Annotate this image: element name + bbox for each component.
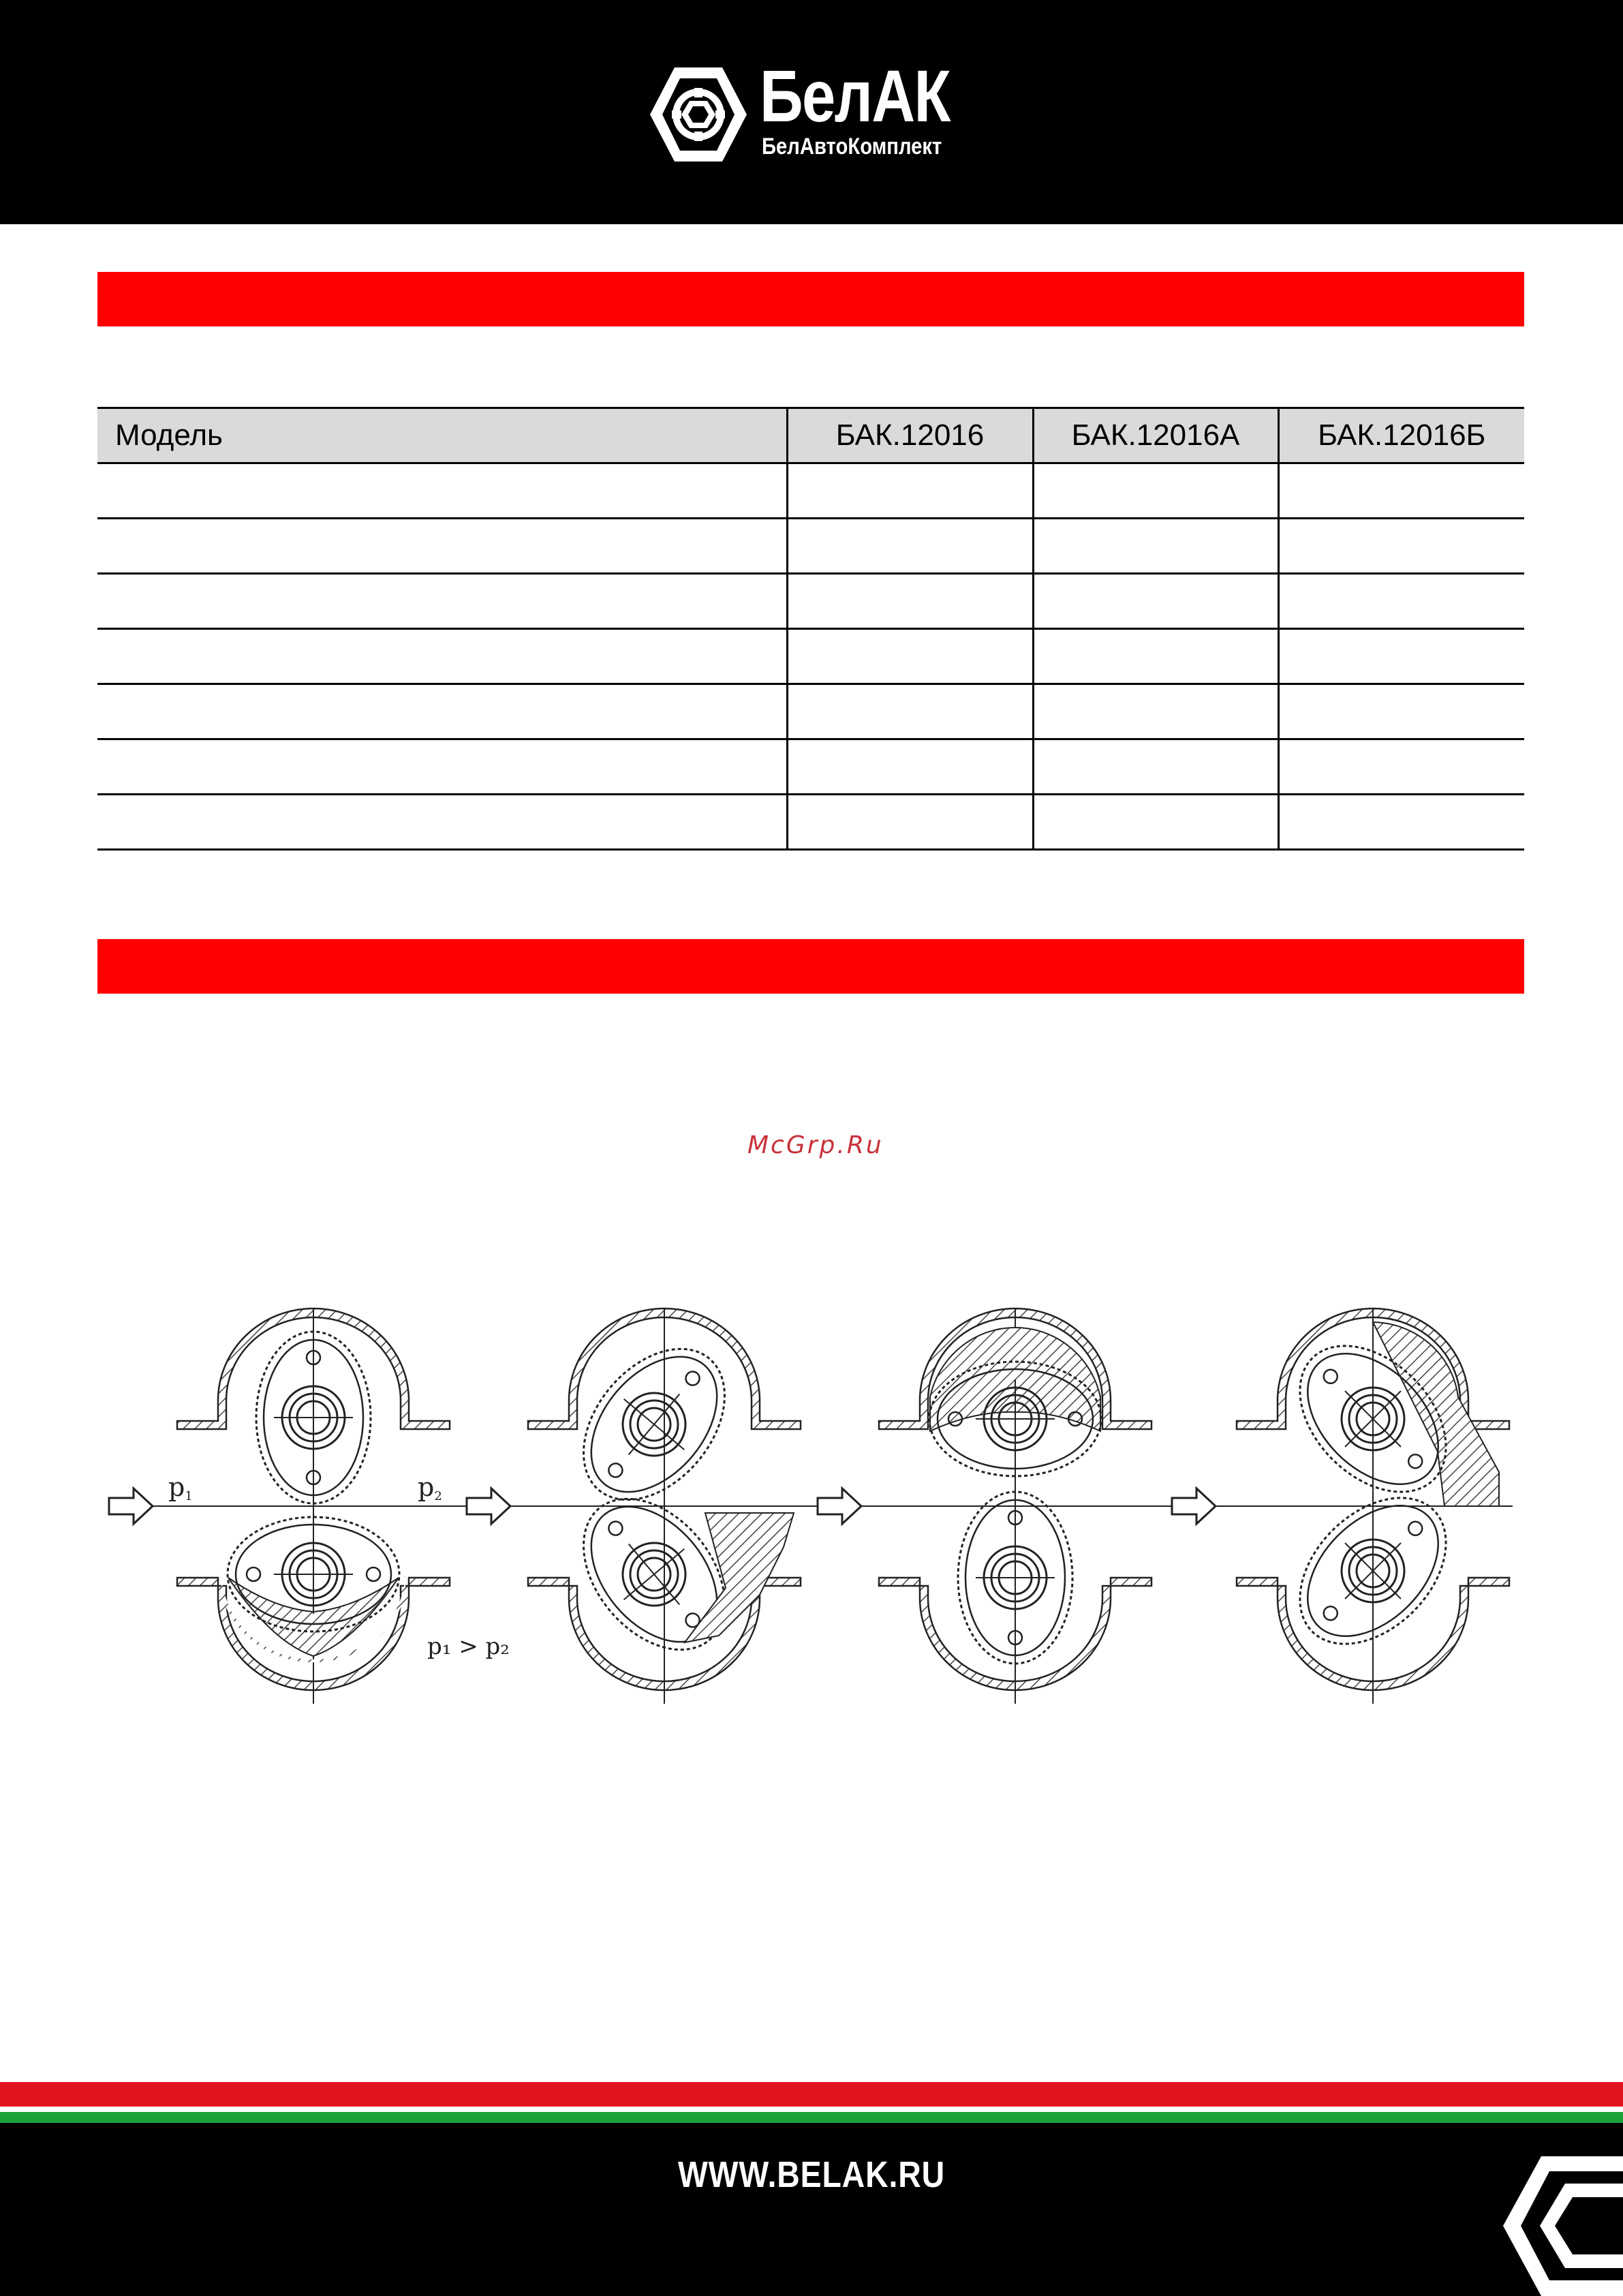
footer-stripe-red xyxy=(0,2082,1623,2107)
column-header-model-2: БАК.12016А xyxy=(1033,408,1278,463)
table-cell xyxy=(1033,629,1278,684)
label-p1: p1 xyxy=(168,1472,193,1503)
table-cell xyxy=(1278,684,1524,739)
hex-nut-logo-icon xyxy=(647,63,749,166)
table-cell xyxy=(1278,463,1524,519)
label-p2: p2 xyxy=(418,1472,442,1503)
brand-subtitle: БелАвтоКомплект xyxy=(762,134,942,159)
brand-name: БелАК xyxy=(760,55,950,137)
table-row xyxy=(97,739,1524,795)
gear-pump-operation-diagram xyxy=(106,1298,1516,1714)
column-header-model-3: БАК.12016Б xyxy=(1278,408,1524,463)
column-header-model-1: БАК.12016 xyxy=(787,408,1033,463)
table-cell xyxy=(1033,519,1278,574)
footer-stripe-white xyxy=(0,2107,1623,2112)
table-row xyxy=(97,795,1524,850)
flow-arrow-icon xyxy=(1172,1488,1216,1524)
watermark-text[interactable]: McGrp.Ru xyxy=(747,1131,884,1159)
table-cell xyxy=(1278,795,1524,850)
table-cell xyxy=(1033,739,1278,795)
table-cell xyxy=(97,795,787,850)
table-row xyxy=(97,629,1524,684)
table-cell xyxy=(1033,574,1278,629)
table-cell xyxy=(1278,629,1524,684)
page-footer xyxy=(0,2123,1623,2296)
table-cell xyxy=(787,463,1033,519)
page-header xyxy=(0,0,1623,224)
table-row xyxy=(97,574,1524,629)
table-cell xyxy=(787,629,1033,684)
section-header-bar-operation xyxy=(97,939,1524,994)
column-header-model: Модель xyxy=(97,408,787,463)
table-cell xyxy=(787,795,1033,850)
table-row xyxy=(97,463,1524,519)
section-header-bar-specs xyxy=(97,272,1524,326)
table-cell xyxy=(1278,739,1524,795)
hex-logo-fragment-icon xyxy=(1487,2129,1623,2296)
flow-arrow-icon xyxy=(467,1488,510,1524)
table-cell xyxy=(97,684,787,739)
table-row xyxy=(97,519,1524,574)
table-cell xyxy=(1033,795,1278,850)
flow-arrow-icon xyxy=(818,1488,861,1524)
table-cell xyxy=(97,629,787,684)
table-cell xyxy=(1033,463,1278,519)
table-cell xyxy=(1278,574,1524,629)
table-cell xyxy=(97,739,787,795)
table-row xyxy=(97,684,1524,739)
table-cell xyxy=(97,463,787,519)
table-cell xyxy=(787,574,1033,629)
flow-arrow-icon xyxy=(109,1488,153,1524)
table-cell xyxy=(97,519,787,574)
table-cell xyxy=(97,574,787,629)
pressure-relation-label: p₁ > p₂ xyxy=(427,1633,510,1660)
table-header-row xyxy=(97,408,1524,463)
table-cell xyxy=(787,519,1033,574)
footer-stripe-green xyxy=(0,2112,1623,2123)
table-cell xyxy=(787,739,1033,795)
brand-logo[interactable] xyxy=(647,55,974,166)
specifications-table xyxy=(97,407,1524,851)
table-cell xyxy=(787,684,1033,739)
table-cell xyxy=(1278,519,1524,574)
website-link[interactable]: WWW.BELAK.RU xyxy=(677,2154,946,2195)
table-cell xyxy=(1033,684,1278,739)
